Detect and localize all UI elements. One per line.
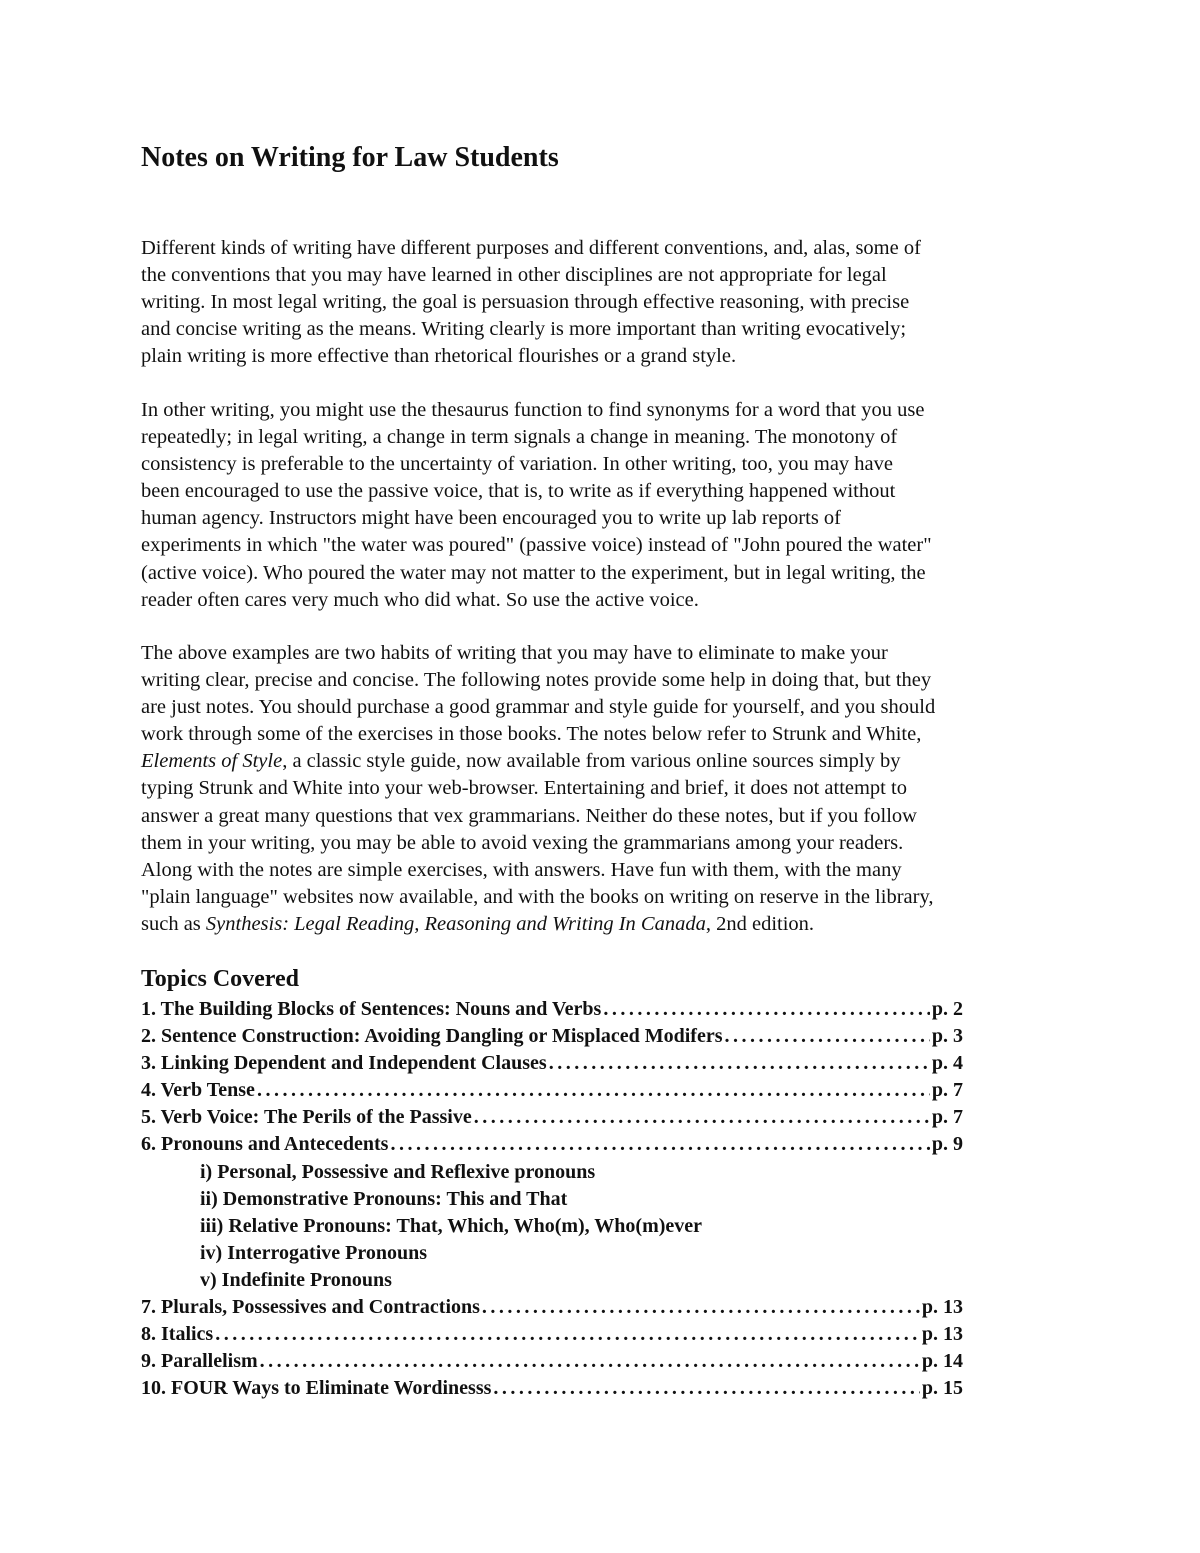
toc-entry-title: 5. Verb Voice: The Perils of the Passive xyxy=(141,1106,472,1129)
dot-leader xyxy=(257,1077,930,1104)
text-line: reader often cares very much who did what. So use the active voice. xyxy=(141,588,699,611)
text-line: (active voice). Who poured the water may not matter to the experiment, but in legal writing, the xyxy=(141,561,926,584)
book-title-italic: Synthesis: Legal Reading, Reasoning and Writing In Canada xyxy=(205,912,706,935)
toc-entry xyxy=(141,1023,963,1050)
text-segment: such as xyxy=(141,912,206,935)
toc-entry xyxy=(141,996,963,1023)
toc-entry-title: 10. FOUR Ways to Eliminate Wordinesss xyxy=(141,1377,492,1400)
text-line: Along with the notes are simple exercises, with answers. Have fun with them, with the many xyxy=(141,858,902,881)
text-line: writing. In most legal writing, the goal is persuasion through effective reasoning, with precise xyxy=(141,291,910,314)
toc-entry-title: 9. Parallelism xyxy=(141,1350,258,1373)
topics-heading: Topics Covered xyxy=(141,966,300,992)
text-line: "plain language" websites now available, and with the books on writing on reserve in the library, xyxy=(141,885,934,908)
text-segment: , a classic style guide, now available from various online sources simply by xyxy=(282,750,901,773)
text-line xyxy=(141,748,935,775)
toc-entry xyxy=(141,1321,963,1348)
text-line: The above examples are two habits of writing that you may have to eliminate to make your xyxy=(141,642,888,664)
second-paragraph xyxy=(141,397,932,614)
toc-entry xyxy=(141,1348,963,1375)
text-line: work through some of the exercises in those books. The notes below refer to Strunk and White, xyxy=(141,723,922,746)
text-line: repeatedly; in legal writing, a change in term signals a change in meaning. The monotony of xyxy=(141,426,898,449)
toc-subentry: i) Personal, Possessive and Reflexive pronouns xyxy=(200,1160,596,1183)
book-title-italic: Elements of Style xyxy=(141,750,283,773)
toc-entry-title: 6. Pronouns and Antecedents xyxy=(141,1133,389,1156)
toc-subentry: iv) Interrogative Pronouns xyxy=(200,1241,428,1264)
third-paragraph xyxy=(141,640,935,938)
toc-entry-page: p. 2 xyxy=(931,998,963,1020)
toc-entry-page: p. 14 xyxy=(921,1350,963,1373)
toc-entry-page: p. 9 xyxy=(931,1133,963,1156)
toc-entry-page: p. 13 xyxy=(921,1323,963,1346)
text-line: and concise writing as the means. Writing clearly is more important than writing evocatively; xyxy=(141,318,907,341)
text-line: human agency. Instructors might have been encouraged you to write up lab reports of xyxy=(141,507,842,530)
dot-leader xyxy=(549,1050,930,1077)
text-line: experiments in which "the water was poured" (passive voice) instead of "John poured the water" xyxy=(141,534,932,557)
document-title: Notes on Writing for Law Students xyxy=(141,142,559,173)
toc-subentry: ii) Demonstrative Pronouns: This and That xyxy=(200,1187,568,1210)
dot-leader xyxy=(474,1104,930,1131)
toc-entry-title: 3. Linking Dependent and Independent Clauses xyxy=(141,1052,547,1075)
toc-entry xyxy=(141,1104,963,1131)
text-line: Different kinds of writing have different purposes and different conventions, and, alas, some of xyxy=(141,237,921,259)
toc-entry-page: p. 4 xyxy=(931,1052,963,1075)
text-line: In other writing, you might use the thesaurus function to find synonyms for a word that you use xyxy=(141,399,925,421)
text-line: are just notes. You should purchase a good grammar and style guide for yourself, and you should xyxy=(141,696,936,719)
text-line: consistency is preferable to the uncertainty of variation. In other writing, too, you may have xyxy=(141,453,894,476)
text-line: them in your writing, you may be able to avoid vexing the grammarians among your readers. xyxy=(141,831,904,854)
toc-entry-title: 2. Sentence Construction: Avoiding Dangling or Misplaced Modifers xyxy=(141,1025,723,1048)
dot-leader xyxy=(603,996,930,1023)
toc-entry-title: 1. The Building Blocks of Sentences: Nouns and Verbs xyxy=(141,998,602,1020)
dot-leader xyxy=(724,1023,929,1050)
intro-paragraph xyxy=(141,235,921,370)
text-line: answer a great many questions that vex grammarians. Neither do these notes, but if you follow xyxy=(141,804,917,827)
dot-leader xyxy=(260,1348,920,1375)
text-line: the conventions that you may have learned in other disciplines are not appropriate for legal xyxy=(141,264,887,287)
dot-leader xyxy=(215,1321,920,1348)
text-line: plain writing is more effective than rhetorical flourishes or a grand style. xyxy=(141,345,737,368)
toc-entry-title: 7. Plurals, Possessives and Contractions xyxy=(141,1296,480,1319)
toc-entry-title: 4. Verb Tense xyxy=(141,1079,255,1102)
toc-entry-page: p. 7 xyxy=(931,1079,963,1102)
text-line: writing clear, precise and concise. The following notes provide some help in doing that, but they xyxy=(141,669,932,692)
dot-leader xyxy=(482,1294,920,1321)
toc-entry-page: p. 3 xyxy=(931,1025,963,1048)
toc-entry xyxy=(141,1050,963,1077)
toc-entry xyxy=(141,1131,963,1158)
text-segment: , 2nd edition. xyxy=(705,912,815,935)
toc-entry-title: 8. Italics xyxy=(141,1323,214,1346)
text-line: been encouraged to use the passive voice, that is, to write as if everything happened without xyxy=(141,480,896,503)
dot-leader xyxy=(390,1131,929,1158)
toc-entry-page: p. 7 xyxy=(931,1106,963,1129)
table-of-contents xyxy=(141,996,963,1402)
toc-entry-page: p. 15 xyxy=(921,1377,963,1400)
toc-entry xyxy=(141,1375,963,1402)
dot-leader xyxy=(493,1375,919,1402)
toc-subentry: iii) Relative Pronouns: That, Which, Who(m), Who(m)ever xyxy=(200,1214,703,1237)
toc-entry xyxy=(141,1294,963,1321)
toc-subentry: v) Indefinite Pronouns xyxy=(200,1268,392,1291)
text-line xyxy=(141,911,935,938)
text-line: typing Strunk and White into your web-browser. Entertaining and brief, it does not attempt to xyxy=(141,777,907,800)
toc-entry-page: p. 13 xyxy=(921,1296,963,1319)
toc-entry xyxy=(141,1077,963,1104)
